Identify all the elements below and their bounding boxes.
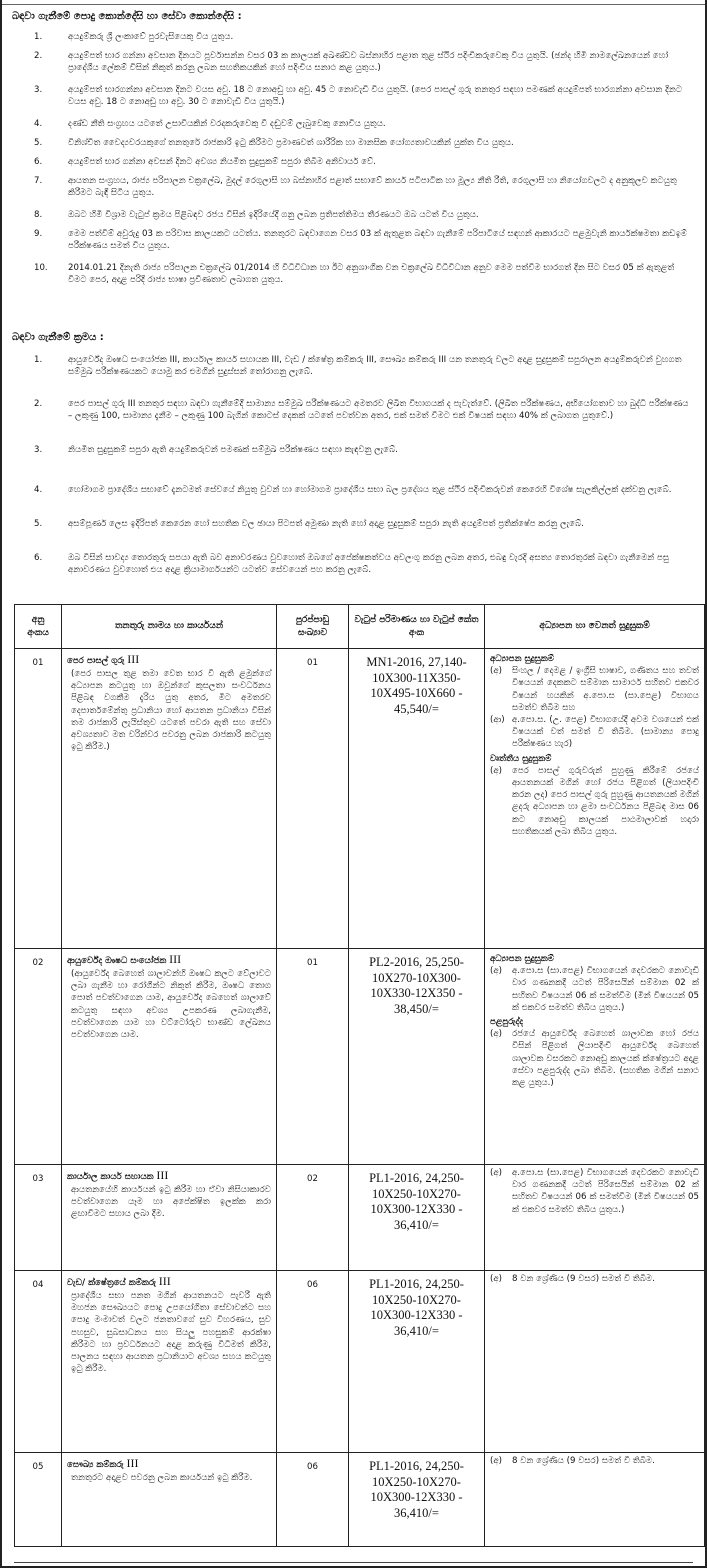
list-item <box>2 50 705 84</box>
item-number: 8. <box>34 210 43 220</box>
recruitment-method-list <box>2 354 705 586</box>
item-number: 3. <box>34 445 43 455</box>
qualifications-cell <box>485 1165 705 1271</box>
header-qualifications: අධ්‍යාපන හා වෙනත් සුදුසුකම් <box>485 605 705 649</box>
header-vacancies: පුරප්පාඩු සංඛ්‍යාව <box>277 605 349 649</box>
qualification-marker: (අ) <box>490 1168 502 1178</box>
qualification-heading: වෘත්තීය සුදුසුකම් <box>490 753 552 764</box>
post-name: වැඩ/ ක්ෂේත්‍රයේ කම්කරු <box>67 1278 157 1288</box>
general-conditions-list <box>2 31 705 296</box>
list-item <box>2 175 705 209</box>
vacancy-table <box>14 604 705 1547</box>
item-number: 2. <box>34 51 43 61</box>
item-text: ඔබ විසින් සාවද්‍ය තොරතුරු සපයා ඇති බව අනාවරණය වුවහොත් ඔබගේ අපේක්ෂකත්වය අවලංගු කරනු ලබන අතර, එබඳු වැරදි අසත්‍ය තොරතුරක් බඳවා ගැනීමෙන් පසු අනාවරණය වුවහොත් එය අදාළ ක්‍රියාමාර්ගයන්ට යටත්ව සේවයෙන් පහ කරනු ලැබේ. <box>68 553 670 576</box>
post-grade: III <box>127 652 140 666</box>
table-header-row <box>15 605 705 649</box>
post-duties: ආයතනයේහි කාර්යයන් ඉටු කිරීම හා ඒවා නිසියාකාරව පවත්වාගෙන යෑම හා අපේක්ෂිත ඉලක්ක කරා ළඟාවීමට සහාය ලබා දීම. <box>71 1185 271 1220</box>
serial-no: 02 <box>15 949 62 1165</box>
post-grade: III <box>169 952 182 966</box>
post-title <box>67 951 271 968</box>
header-serial-no: අනු අංකය <box>15 605 62 649</box>
qualification-heading: පළපුරුද්ද <box>490 1017 524 1028</box>
qualification-item <box>490 665 699 714</box>
qualification-text: රජයේ ආයුර්වේද බෙහෙත් ශාලාවක හෝ රජය විසින් පිළිගත් ලියාපදිංචි ආයුර්වේද බෙහෙත් ශාලාවක වසරකට නොඅඩු කාලයක් ක්ෂේත්‍රයට අදාළ සේවා පළපුරුද්ද ලබා තිබීම. (සහතික මගින් සනාථ කළ යුතුය.) <box>512 1029 699 1089</box>
table-row <box>15 1453 705 1547</box>
item-number: 6. <box>34 157 43 167</box>
item-number: 4. <box>34 485 43 495</box>
item-text: අයදුම්පත් භාර ගන්නා අවසාන දිනයට පූර්වාසන්න වසර 03 ක කාලයක් අඛණ්ඩව බස්නාහිර පළාත තුළ ස්ථිර පදිංචිකරුවෙකු විය යුතුයි. (ඡන්ද හිමි නාමලේඛනයෙන් හෝ ප්‍රාදේශීය ලේකම් විසින් නිකුත් කරනු ලබන සහතිකයකින් හෝ පදිංචිය සනාථ කළ යුතුය.) <box>68 51 669 74</box>
qualification-item <box>490 1028 699 1089</box>
serial-no: 01 <box>15 649 62 949</box>
item-text: පෙර පාසල් ගුරු III තනතුර සඳහා බඳවා ගැනීමේදී සාමාන්‍ය සම්මුඛ පරීක්ෂණයට අමතරව ලිඛිත විභාගයක් ද පැවැත්වේ. (ලිඛිත පරීක්ෂණය, අභියෝගතාව හා බුද්ධි පරීක්ෂණය – ලකුණු 100, සාමාන්‍ය දැනීම – ලකුණු 100 බැගින් කොටස් දෙකක් යටතේ පවත්වන අතර, එක් සමත් වීමට එක් විෂයක් සඳහා 40% ක් ලබාගත යුතුවේ.) <box>68 399 689 422</box>
item-number: 7. <box>34 176 43 186</box>
list-item <box>2 484 705 518</box>
table-row <box>15 1271 705 1453</box>
qualification-marker: (අ) <box>490 666 502 677</box>
qualification-item <box>490 765 699 838</box>
serial-no: 03 <box>15 1165 62 1271</box>
post-name: කාර්යාල කාර්ය සහායක <box>67 1172 154 1182</box>
post-name: ආයුර්වේද ඖෂධ සංයෝජක <box>67 956 167 966</box>
post-duties: (ආයුර්වේද බෙහෙත් ශාලාවන්හි ඖෂධ කලට වේලාවට ලබා ගැනීම හා රෝගීන්ට නිකුත් කිරීම, ඖෂධ තොග පොත් පවත්වාගෙන යාම, ආයුර්වේද බෙහෙත් ශාලාවේ කටයුතු සඳහා අවශ්‍ය උපකරණ ලබාගැනීම, පවත්වාගෙන යාම හා වට්ටෝරුව භාණ්ඩ ලේඛනය පවත්වාගෙන යාම. <box>71 969 271 1041</box>
qualification-marker: (අ) <box>490 966 502 977</box>
item-number: 2. <box>34 399 43 409</box>
item-number: 5. <box>34 138 43 148</box>
qualification-text: සිංහල / දෙමළ / ඉංග්‍රීසි භාෂාව, ගණිතය සහ තවත් විෂයයන් දෙකකට සම්මාන සාමාර්ථ සහිතව එකවර විෂයන් හයකින් අ.පො.ස (සා.පෙළ) විභාගය සමත්ව තිබීම සහ <box>512 666 699 713</box>
post-name: සෞඛ්‍ය කම්කරු <box>67 1460 124 1470</box>
post-title <box>67 651 271 668</box>
bottom-rule <box>14 1562 693 1563</box>
list-item <box>2 552 705 586</box>
post-cell <box>62 1271 277 1453</box>
post-cell <box>62 949 277 1165</box>
post-cell <box>62 1165 277 1271</box>
qualification-text: අ.පො.ස. (උ. පෙළ) විභාගයේදී අවම වශයෙන් එක් විෂයයක් වත් සමත් වී තිබීම. (සාමාන්‍ය පොදු පරීක්ෂණය හැර) <box>512 715 699 750</box>
qualification-marker: (අ) <box>490 1029 502 1040</box>
item-text: ආයුර්වේද ඖෂධ සංයෝජක III, කාර්යාල කාර්ය සහායක III, වැඩ / ක්ෂේත්‍ර කම්කරු III, සෞඛ්‍ය කම්කරු III යන තනතුරු වලට අදාළ සුදුසුකම් සපුරාලන අයදුම්කරුවන් වුහගත සම්මුඛ පරීක්ෂණයකට යොමු කර එමගින් සුදුස්සන් තෝරාගනු ලැබේ. <box>68 355 682 378</box>
item-text: විනිශ්චිත වෛද්‍යවරයකුගේ තනතුරේ රාජකාරි ඉටු කිරීමට ප්‍රමාණවත් ශාරීරික හා මානසික යෝග්‍යතාවයකින් යුක්ත විය යුතුය. <box>68 138 514 148</box>
qualification-marker: (අ) <box>490 1456 502 1466</box>
post-cell <box>62 1453 277 1547</box>
qualification-item <box>490 1455 699 1467</box>
item-text: අයදුම්පත් භාර ගන්නා අවසන් දිනට අවශ්‍ය නියමිත සුදුසුකම් සපුරා තිබීම අනිවාර්ය වේ. <box>68 157 376 167</box>
serial-no: 04 <box>15 1271 62 1453</box>
list-item <box>2 137 705 156</box>
list-item <box>2 518 705 552</box>
item-text: හෝමාගම ප්‍රාදේශීය සභාවේ දැනටමත් සේවයේ නියුතු වුවන් හා හෝමාගම ප්‍රාදේශීය සභා බල ප්‍රදේශය තුළ ස්ථිර පදිංචිකරුවන් කෙරෙහි විශේෂ සැලකිල්ලක් දක්වනු ලැබේ. <box>68 485 672 495</box>
list-item <box>2 398 705 444</box>
qualification-text: අ.පො.ස (සා.පෙළ) විභාගයෙන් දෙවරකට නොවැඩි වාර ගණනකදී යටත් පිරිසෙයින් සම්මාන 02 ක් සහිතව විෂයයන් 06 ක් සමත්වීම (මින් විෂයයන් 05 ක් එකවර සමත්ව තිබිය යුතුය.) <box>512 1168 699 1215</box>
item-text: දණ්ඩ නීති සංග්‍රහය යටතේ උසාවියකින් වරදකරුවෙකු වී දඬුවම් ලැබුවෙකු නොවිය යුතුය. <box>68 119 386 129</box>
list-item <box>2 444 705 484</box>
item-text: 2014.01.21 දිනැති රාජ්‍ය පරිපාලන චක්‍රලේඛ 01/2014 හි විධිවිධාන හා ඊට අනුශාංගික වන චක්‍රලේඛ විධිවිධාන අනුව මෙම පත්වීම භාරගත් දින සිට වසර 05 ක් ඇතුළත් වීමට පෙර, අදාළ පරිදි රාජ්‍ය භාෂා ප්‍රවීණතාව ලබාගත යුතුය. <box>68 263 675 286</box>
general-conditions-title: බඳවා ගැනීමේ පොදු කොන්දේසි හා සේවා කොන්දේසි : <box>12 11 242 22</box>
qualification-item <box>490 1167 699 1216</box>
vacancy-count: 06 <box>277 1453 349 1547</box>
qualification-heading: අධ්‍යාපන සුදුසුකම් <box>490 654 554 664</box>
qualifications-cell <box>485 1271 705 1453</box>
item-text: අයදුම්පත් භාරගන්නා අවසාන දිනට වයස අවු. 18 ට නොඅඩු හා අවු. 45 ට නොවැඩි විය යුතුයි. (පෙර පාසල් ගුරු තනතුර සඳහා පමණක් අයදුම්පත් භාරගන්නා අවසාන දිනට වයස අවු. 18 ට නොඅඩු හා අවු. 30 ට නොවැඩි විය යුතුයි.) <box>68 85 683 108</box>
qualification-heading: අධ්‍යාපන සුදුසුකම් <box>490 954 554 964</box>
post-duties: (පෙර පාසල තුළ තමා වෙත භාර වී ඇති ළමුන්ගේ අධ්‍යාපන කටයුතු හා ඔවුන්ගේ කුසලතා සංවර්ධනය පිළිබඳ වගකීම දැරිය යුතු අතර, මීට අමතරව දෙපාර්තමේන්තු ප්‍රධානියා හෝ ආයතන ප්‍රධානියා විසින් තම රාජකාරි ලැයිස්තුව යටතේ පවරා ඇති සහ සේවා අවශ්‍යතාව මත වරින්වර පවරනු ලබන රාජකාරි කටයුතු ඉටු කිරීම.) <box>71 669 271 753</box>
item-number: 5. <box>34 519 43 529</box>
item-number: 1. <box>34 32 43 42</box>
post-duties: ප්‍රාදේශීය සභා පනත මගින් ආයතනයට පැවරී ඇති මහජන සෞඛ්‍යයට පොදු උපයෝගිතා සේවාවන්ට සහ පොදු මංමාවත් වලට ජනතාවගේ සුව විහරණය, සුව පහසුව, සුබසාධනය සහ සියලු පහසුකම් ආරක්ෂා කිරීමට හා ප්‍රවර්ධනයට අදාළ කරුණු විධිමත් කිරීම, පාලනය සඳහා ආයතන ප්‍රධානියාට අවශ්‍ය සහය කටයුතු ඉටු කිරීම. <box>71 1291 271 1375</box>
item-number: 10. <box>34 263 48 273</box>
table-row <box>15 649 705 949</box>
table-row <box>15 1165 705 1271</box>
item-number: 9. <box>34 229 43 239</box>
item-text: ආයතන සංග්‍රහය, රාජ්‍ය පරිපාලන චක්‍රලේඛ, මුදල් රෙගුලාසි හා බස්නාහිර පළාත් සභාවේ කාර්ය පටිපාටික හා මූල්‍ය නීති රීති, රෙගුලාසි හා නියෝගවලට ද අනුකූලව කටයුතු කිරීමට බැඳී සිටිය යුතුය. <box>68 176 677 199</box>
salary-scale: PL2-2016, 25,250-10X270-10X300-10X330-12X350 - 38,450/= <box>349 949 485 1165</box>
item-text: අසම්පූර්ණ ලෙස ඉදිරිපත් කෙරෙන හෝ සහතික වල ඡායා පිටපත් අමුණා නැති හෝ අදාළ සුදුසුකම් සපුරා නැති අයදුම්පත් ප්‍රතික්ෂේප කරනු ලැබේ. <box>68 519 584 529</box>
item-number: 6. <box>34 553 43 563</box>
post-grade: III <box>126 1456 139 1470</box>
recruitment-method-title: බඳවා ගැනීමේ ක්‍රමය : <box>12 332 104 343</box>
qualification-marker: (අ) <box>490 765 502 776</box>
qualification-text: අ.පො.ස (සා.පෙළ) විභාගයෙන් දෙවරකට නොවැඩි වාර ගණනකදී යටත් පිරිසෙයින් සම්මාන 02 ක් සහිතව විෂයයන් 06 ක් සමත්වීම (මින් විෂයයන් 05 ක් එකවර සමත්ව තිබිය යුතුය.) <box>512 966 699 1013</box>
item-text: ඔබට හිමි විශ්‍රාම වැටුප් ක්‍රමය පිළිබඳව රජය විසින් ඉදිරියේදී ගනු ලබන ප්‍රතිපත්තිමය තීරණයට ඔබ යටත් විය යුතුය. <box>68 210 479 220</box>
qualification-marker: (ආ) <box>490 715 505 726</box>
qualification-marker: (අ) <box>490 1274 502 1284</box>
qualification-text: පෙර පාසල් ගුරුවරුන් පුහුණු කිරීමේ රජයේ ආයතනයක් මගින් හෝ රජය පිළිගත් (ලියාපදිංචි කරන ලද) පෙර පාසල් ගුරු පුහුණු ආයතනයක් මගින් ළදරු අධ්‍යාපන හා ළමා සංවර්ධනය පිළිබඳ මාස 06 කට නොඅඩු කාලයක් පාඨමාලාවක් හදාරා සහතිකයක් ලබා තිබිය යුතුය. <box>512 765 699 837</box>
vacancy-count: 06 <box>277 1271 349 1453</box>
header-salary: වැටුප් පරිමාණය හා වැටුප් කේත අංක <box>349 605 485 649</box>
qualifications-cell <box>485 649 705 949</box>
post-cell <box>62 649 277 949</box>
salary-scale: PL1-2016, 24,250-10X250-10X270-10X300-12X330 - 36,410/= <box>349 1271 485 1453</box>
qualifications-cell <box>485 949 705 1165</box>
qualification-item <box>490 1273 699 1285</box>
list-item <box>2 354 705 398</box>
post-title <box>67 1167 271 1184</box>
post-grade: III <box>158 1274 171 1288</box>
post-title <box>67 1273 271 1290</box>
salary-scale: MN1-2016, 27,140-10X300-11X350-10X495-10X660 - 45,540/= <box>349 649 485 949</box>
item-number: 4. <box>34 119 43 129</box>
qualifications-cell <box>485 1453 705 1547</box>
serial-no: 05 <box>15 1453 62 1547</box>
item-text: මෙම පත්වීම් අවුරුදු 03 ක පරිවාස කාලයකට යටත්ය. තනතුරට බඳවාගෙන වසර 03 ක් ඇතුළත බඳවා ගැනීමේ පරිපාටියේ සඳහන් ආකාරයට පළමුවැනි කාර්යක්ෂමතා කඩඉම් පරීක්ෂණය සමත් විය යුතුය. <box>68 229 688 252</box>
vacancy-count: 01 <box>277 949 349 1165</box>
post-duties: තනතුරට අදාළව පවරනු ලබන කාර්යයන් ඉටු කිරීම. <box>71 1473 253 1484</box>
qualification-text: 8 වන ශ්‍රේණිය (9 වසර) සමත් වී තිබීම. <box>512 1274 655 1284</box>
vacancy-count: 01 <box>277 649 349 949</box>
item-number: 3. <box>34 85 43 95</box>
qualification-text: 8 වන ශ්‍රේණිය (9 වසර) සමත් වී තිබීම. <box>512 1456 655 1466</box>
list-item <box>2 84 705 118</box>
item-text: අයදුම්කරු ශ්‍රී ලංකාවේ පුරවැසියෙකු විය යුතුය. <box>68 32 234 42</box>
item-number: 1. <box>34 355 43 365</box>
post-name: පෙර පාසල් ගුරු <box>67 656 125 666</box>
salary-scale: PL1-2016, 24,250-10X250-10X270-10X300-12X330 - 36,410/= <box>349 1453 485 1547</box>
post-title <box>67 1455 271 1472</box>
table-row <box>15 949 705 1165</box>
list-item <box>2 118 705 137</box>
list-item <box>2 228 705 262</box>
list-item <box>2 262 705 296</box>
post-grade: III <box>156 1168 169 1182</box>
list-item <box>2 209 705 228</box>
qualification-item <box>490 714 699 751</box>
list-item <box>2 156 705 175</box>
header-post: තනතුරු නාමය හා කාර්යයන් <box>62 605 277 649</box>
item-text: නියමිත සුදුසුකම් සපුරා ඇති අයදුම්කරුවන් පමණක් සම්මුඛ පරීක්ෂණය සඳහා කැඳවනු ලැබේ. <box>68 445 398 455</box>
salary-scale: PL1-2016, 24,250-10X250-10X270-10X300-12X330 - 36,410/= <box>349 1165 485 1271</box>
qualification-item <box>490 965 699 1014</box>
top-rule <box>2 4 705 5</box>
vacancy-count: 02 <box>277 1165 349 1271</box>
list-item <box>2 31 705 50</box>
